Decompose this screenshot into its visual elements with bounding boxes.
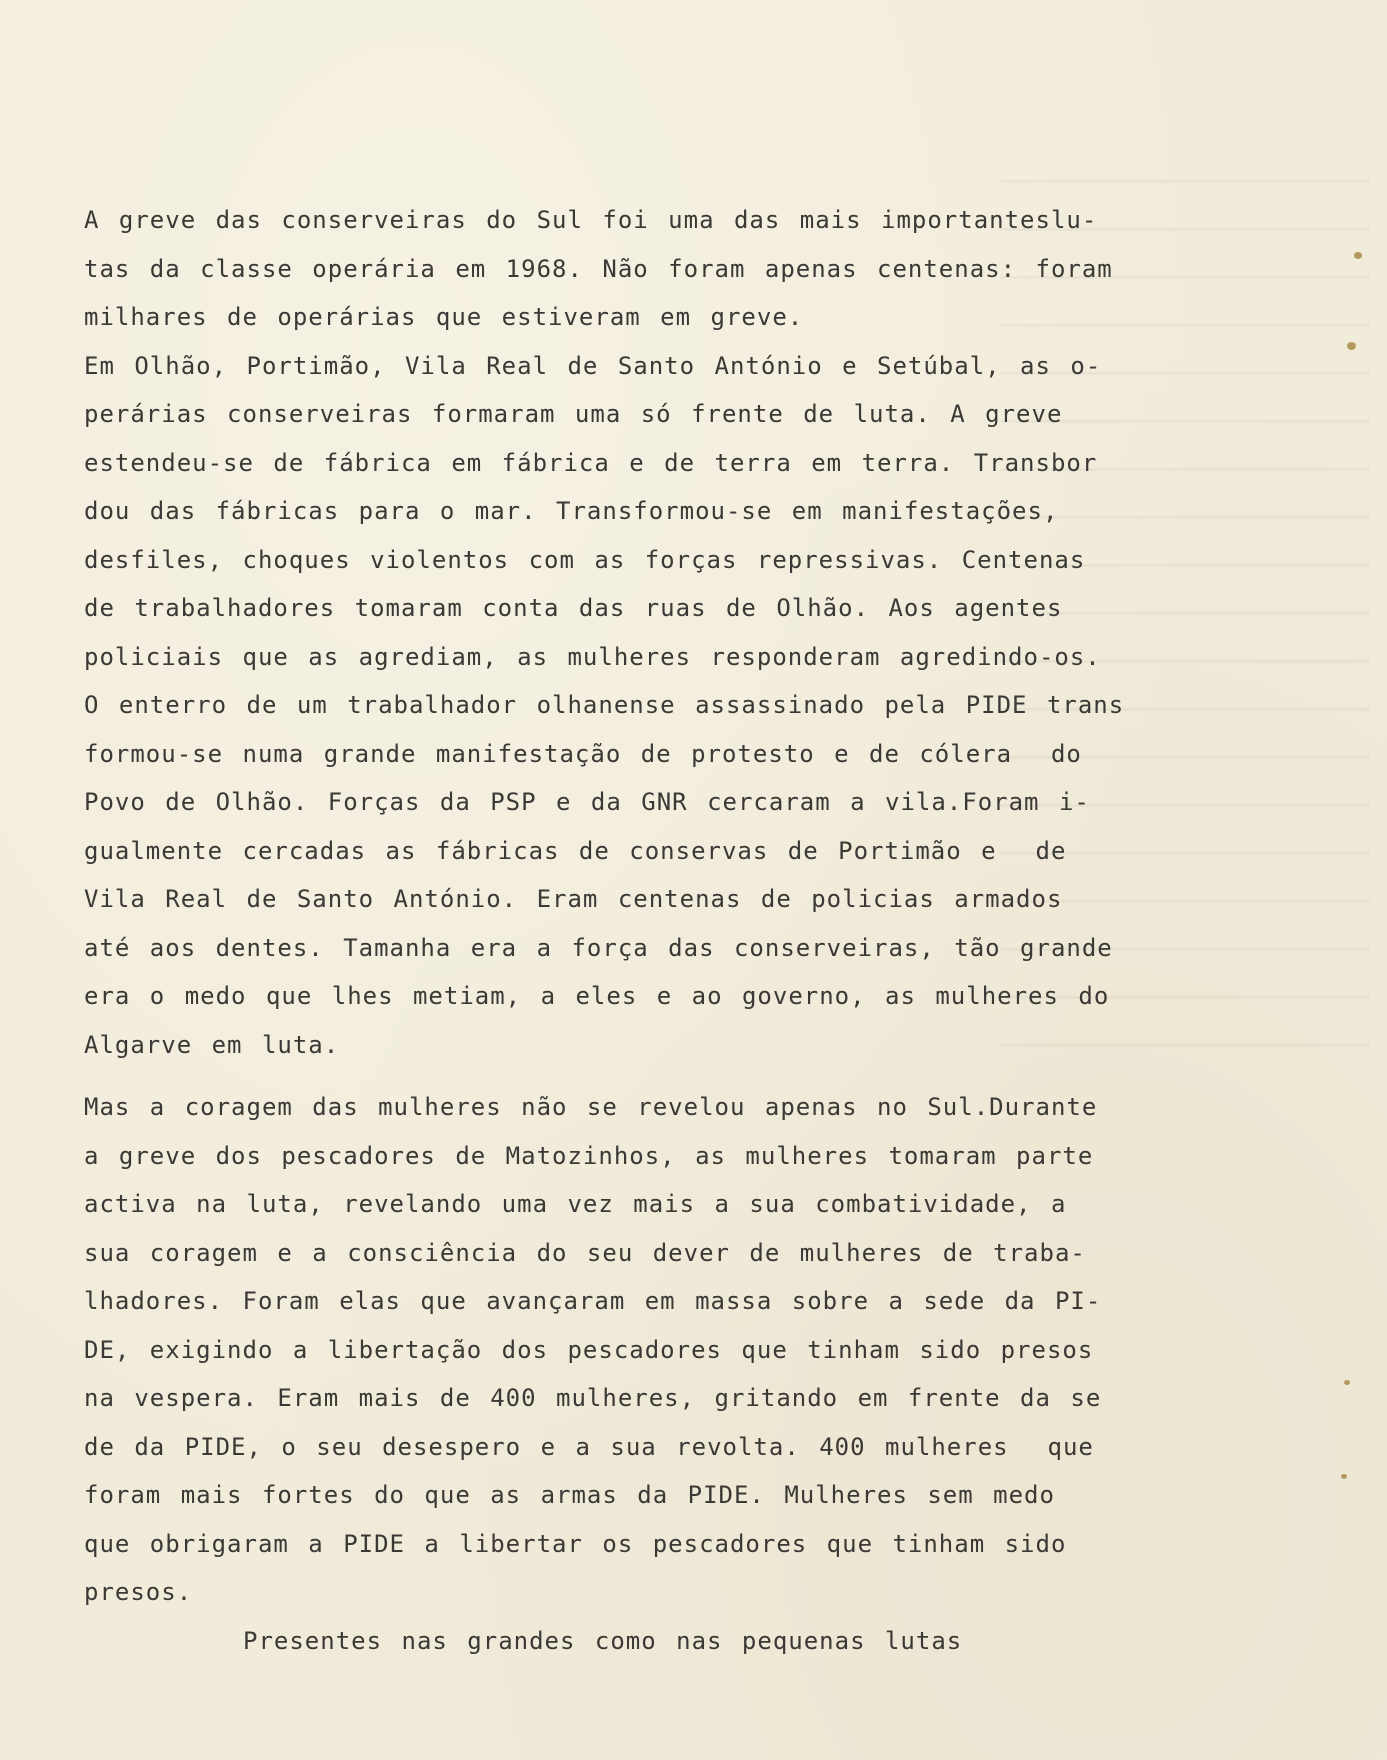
text-line: era o medo que lhes metiam, a eles e ao governo, as mulheres do xyxy=(84,982,1110,1010)
text-line: que obrigaram a PIDE a libertar os pescadores que tinham sido xyxy=(84,1529,1067,1558)
closing-line: Presentes nas grandes como nas pequenas lutas xyxy=(243,1626,963,1655)
text-line: activa na luta, revelando uma vez mais a sua combatividade, a xyxy=(84,1190,1067,1218)
paper-speck xyxy=(1347,342,1356,350)
text-line: A greve das conserveiras do Sul foi uma das mais importanteslu- xyxy=(84,206,1098,234)
text-line: tas da classe operária em 1968. Não foram apenas centenas: foram xyxy=(84,254,1113,283)
paper-speck xyxy=(1354,252,1362,259)
text-line: Povo de Olhão. Forças da PSP e da GNR cercaram a vila.Foram i- xyxy=(84,788,1090,816)
text-line: DE, exigindo a libertação dos pescadores que tinham sido presos xyxy=(84,1335,1094,1364)
text-line: Em Olhão, Portimão, Vila Real de Santo António e Setúbal, as o- xyxy=(84,351,1102,380)
typewritten-text xyxy=(84,196,1125,1665)
text-line: desfiles, choques violentos com as forças repressivas. Centenas xyxy=(84,545,1086,574)
text-line: Vila Real de Santo António. Eram centenas de policias armados xyxy=(84,885,1063,913)
text-line: formou-se numa grande manifestação de protesto e de cólera do xyxy=(84,739,1082,768)
text-line: Mas a coragem das mulheres não se revelou apenas no Sul.Durante xyxy=(84,1093,1098,1121)
text-line: milhares de operárias que estiveram em greve. xyxy=(84,303,804,331)
paper-speck xyxy=(1344,1380,1350,1385)
text-line: de trabalhadores tomaram conta das ruas de Olhão. Aos agentes xyxy=(84,594,1063,622)
text-line: policiais que as agrediam, as mulheres responderam agredindo-os. xyxy=(84,642,1101,671)
text-line: perárias conserveiras formaram uma só frente de luta. A greve xyxy=(84,400,1063,428)
text-line: gualmente cercadas as fábricas de conservas de Portimão e de xyxy=(84,836,1067,865)
paper-speck xyxy=(1341,1474,1347,1479)
text-line: presos. xyxy=(84,1578,193,1606)
text-line: até aos dentes. Tamanha era a força das conserveiras, tão grande xyxy=(84,933,1113,962)
paragraph-gap xyxy=(84,1069,1104,1083)
paragraph-matozinhos-strike xyxy=(84,1083,1104,1617)
text-line: foram mais fortes do que as armas da PIDE. Mulheres sem medo xyxy=(84,1481,1055,1509)
text-line: a greve dos pescadores de Matozinhos, as mulheres tomaram parte xyxy=(84,1141,1094,1170)
text-line: Algarve em luta. xyxy=(84,1030,340,1059)
text-line: na vespera. Eram mais de 400 mulheres, gritando em frente da se xyxy=(84,1384,1102,1412)
text-line: O enterro de um trabalhador olhanense assassinado pela PIDE trans xyxy=(84,691,1125,719)
paragraph-algarve-strike xyxy=(84,196,1125,1069)
text-line: de da PIDE, o seu desespero e a sua revolta. 400 mulheres que xyxy=(84,1432,1094,1461)
text-line: dou das fábricas para o mar. Transformou-se em manifestações, xyxy=(84,497,1059,525)
text-line: estendeu-se de fábrica em fábrica e de terra em terra. Transbor xyxy=(84,448,1098,477)
text-line: lhadores. Foram elas que avançaram em massa sobre a sede da PI- xyxy=(84,1287,1102,1315)
text-line: sua coragem e a consciência do seu dever de mulheres de traba- xyxy=(84,1238,1086,1267)
